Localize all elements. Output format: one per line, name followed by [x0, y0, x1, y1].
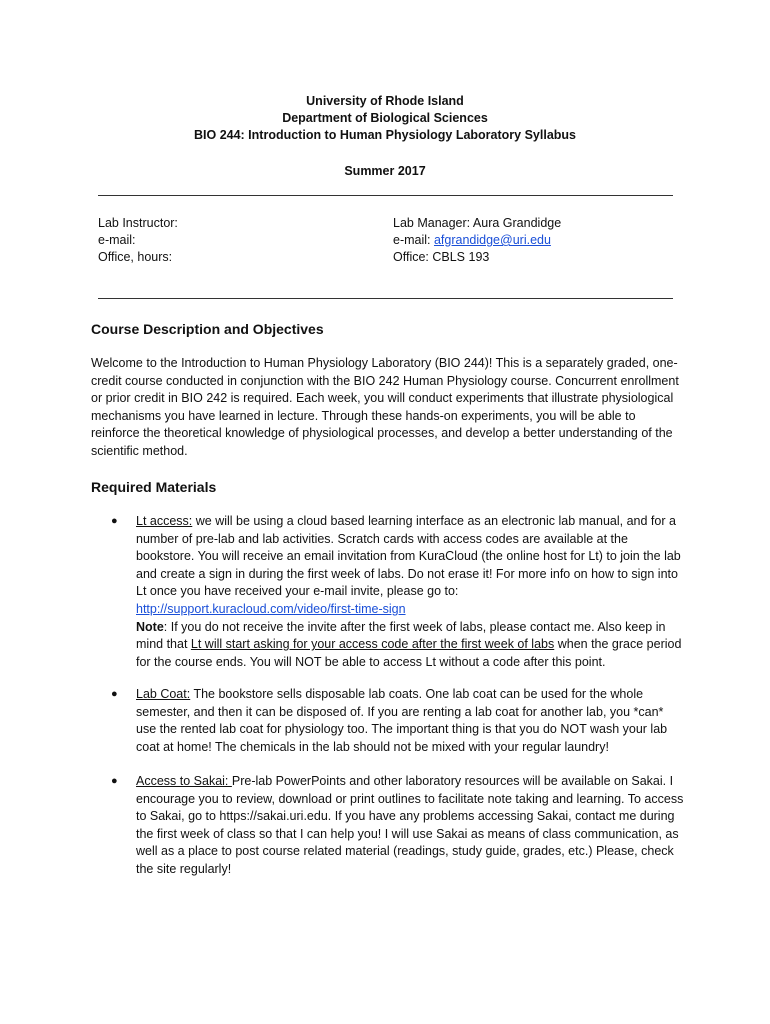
- university-name: University of Rhode Island: [306, 94, 464, 108]
- lt-access-item: [136, 513, 684, 671]
- note-text: : If you do not receive the invite after the first week of labs, please contact me. Also keep in mind that: [136, 619, 666, 652]
- instructor-office-label: Office, hours:: [98, 250, 173, 264]
- lt-access-label: Lt access:: [136, 514, 193, 528]
- manager-email-label: e-mail:: [393, 233, 434, 247]
- bullet-icon: ●: [111, 688, 118, 700]
- kuracloud-link[interactable]: http://support.kuracloud.com/video/first-time-sign: [136, 601, 406, 616]
- sakai-label: Access to Sakai:: [136, 774, 232, 788]
- manager-email-line: [393, 232, 561, 249]
- manager-block: [393, 215, 561, 266]
- lab-coat-text: The bookstore sells disposable lab coats. One lab coat can be used for the whole semester, and then it can be disposed of. If you are renting a lab coat for another lab, you *can* use the rented lab coat for physiology too. The important thing is that you do NOT wash your lab coat at home! The chemicals in the lab should not be mixed with your regular laundry!: [136, 687, 668, 754]
- instructor-block: [98, 215, 178, 266]
- manager-email-link[interactable]: afgrandidge@uri.edu: [433, 233, 551, 247]
- lab-manager: Lab Manager: Aura Grandidge: [393, 216, 562, 230]
- bullet-icon: ●: [111, 515, 118, 527]
- top-divider: [98, 195, 673, 196]
- required-materials-heading: Required Materials: [91, 479, 217, 495]
- manager-office: Office: CBLS 193: [393, 250, 490, 264]
- lab-instructor-label: Lab Instructor:: [98, 216, 178, 230]
- course-title: BIO 244: Introduction to Human Physiology Laboratory Syllabus: [194, 128, 576, 142]
- term: Summer 2017: [344, 164, 426, 178]
- sakai-text: Pre-lab PowerPoints and other laboratory resources will be available on Sakai. I encourage you to review, download or print outlines to facilitate note taking and learning. To access to Sakai, go to https://sakai.uri.edu. If you have any problems accessing Sakai, contact me during the first week of class so that I can help you! I will use Sakai as means of class communication, as well as a place to post course related material (readings, study guide, grades, etc.) Please, check the site regularly!: [136, 774, 684, 876]
- course-description-heading: Course Description and Objectives: [91, 321, 324, 337]
- instructor-email-label: e-mail:: [98, 233, 136, 247]
- bottom-divider: [98, 298, 673, 299]
- lab-coat-item: [136, 686, 684, 756]
- course-description-text: Welcome to the Introduction to Human Physiology Laboratory (BIO 244)! This is a separately graded, one-credit course conducted in conjunction with the BIO 242 Human Physiology course. Concurrent enrollment or prior credit in BIO 242 is required. Each week, you will conduct experiments that illustrate physiological mechanisms you have learned in lecture. Through these hands-on experiments, you will be able to reinforce the theoretical knowledge of physiological processes, and develop a better understanding of the scientific method.: [91, 356, 679, 458]
- note-label: Note: [136, 619, 164, 634]
- note-end: when the grace period for the course ends. You will NOT be able to access Lt without a code after this point.: [136, 637, 682, 669]
- lt-access-text: we will be using a cloud based learning interface as an electronic lab manual, and for a number of pre-lab and lab activities. Scratch cards with access codes are available at the bookstore. You will receive an email invitation from KuraCloud (the online host for Lt) to join the lab and create a sign in during the first week of labs. Do not erase it! For more info on how to sign into Lt once you have received your e-mail invite, please go to:: [136, 514, 681, 599]
- lab-coat-label: Lab Coat:: [136, 687, 191, 701]
- sakai-item: [136, 773, 684, 879]
- note-underlined: Lt will start asking for your access code after the first week of labs: [190, 637, 555, 652]
- department-name: Department of Biological Sciences: [282, 111, 488, 125]
- bullet-icon: ●: [111, 775, 118, 787]
